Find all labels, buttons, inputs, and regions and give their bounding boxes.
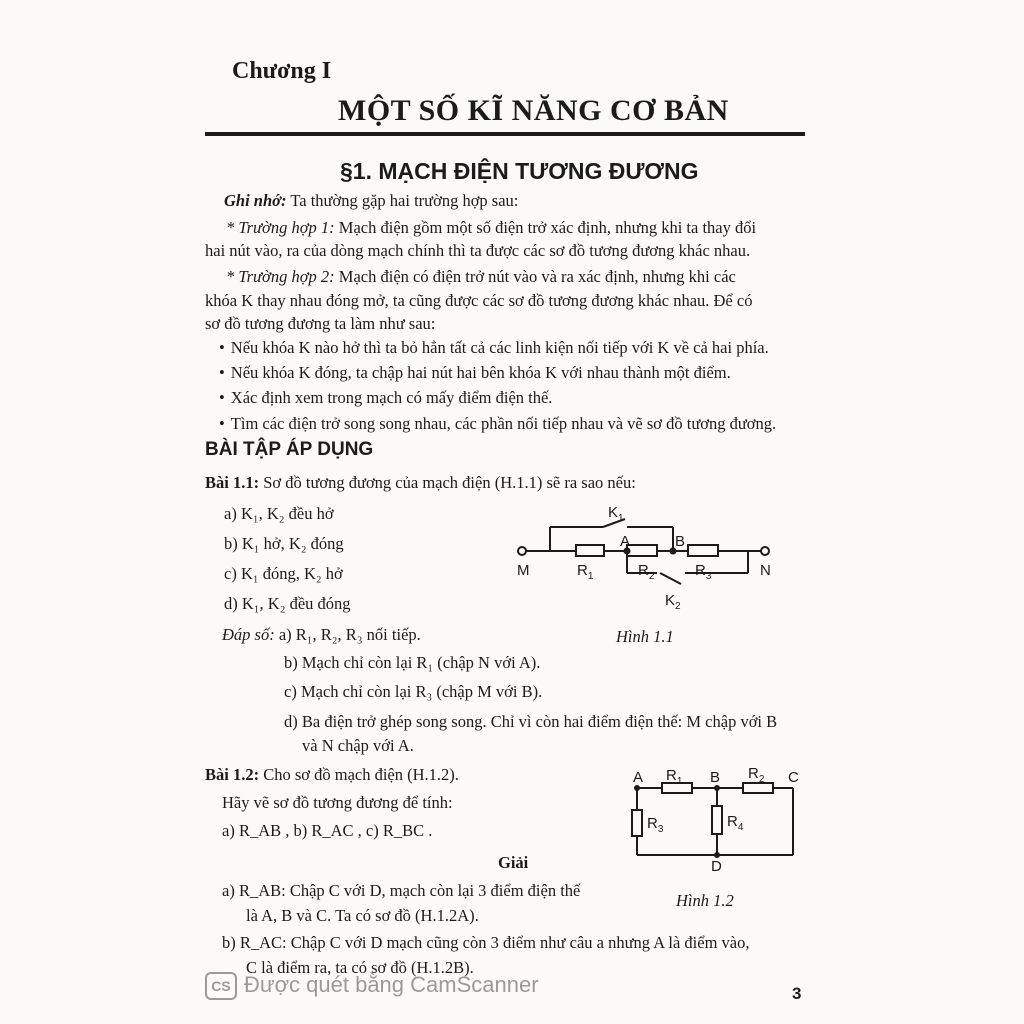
camscanner-logo: CS [205,972,237,1000]
section-title: §1. MẠCH ĐIỆN TƯƠNG ĐƯƠNG [340,158,699,184]
ex2-solution-b-line1: b) R_AC: Chập C với D mạch cũng còn 3 điểm như câu a nhưng A là điểm vào, [222,933,750,952]
camscanner-watermark: Được quét bằng CamScanner [244,972,539,997]
ex1-answer-label: Đáp số: [222,625,275,644]
fig1-label-r1: $R_1$ [577,562,594,582]
chapter-rule [205,132,805,136]
case1-line1 [226,217,756,239]
ex2-solution-a-line2: là A, B và C. Ta có sơ đồ (H.1.2A). [246,906,479,925]
case2-label: * Trường hợp 2: [226,267,335,286]
bullet-2: • Nếu khóa K đóng, ta chập hai nút hai bên khóa K với nhau thành một điểm. [219,362,731,384]
fig1-label-r3: $R_3$ [695,562,712,582]
case2-text: Mạch điện có điện trở nút vào và ra xác định, nhưng khi các [334,267,736,286]
page-number: 3 [792,984,802,1003]
ex2-line2: Hãy vẽ sơ đồ tương đương để tính: [222,793,453,812]
fig1-label-b: B [675,533,686,550]
ex1-prompt: Sơ đồ tương đương của mạch điện (H.1.1) sẽ ra sao nếu: [259,473,636,492]
fig2-label-r4: $R_4$ [727,813,744,833]
ex1-option-b: b) K₁ hở, K₂ đóng [224,534,344,553]
ex1-answer-d-line2: và N chập với A. [302,736,414,755]
ex2-prompt: Cho sơ đồ mạch điện (H.1.2). [259,765,459,784]
fig2-label-r3: $R_3$ [647,815,664,835]
case2-line2: khóa K thay nhau đóng mở, ta cũng được các sơ đồ tương đương khác nhau. Để có [205,291,753,310]
ex2-tasks: a) R_AB , b) R_AC , c) R_BC . [222,821,433,840]
exercises-heading: BÀI TẬP ÁP DỤNG [205,439,374,460]
fig2-label-r1: $R_1$ [666,767,683,787]
figure-1-1-caption: Hình 1.1 [616,627,674,646]
figure-1-1-circuit [505,500,785,615]
ex1-option-d: d) K₁, K₂ đều đóng [224,594,351,613]
ex2-prompt-line [205,764,459,786]
bullet-1: • Nếu khóa K nào hở thì ta bỏ hẳn tất cả các linh kiện nối tiếp với K về cả hai phía. [219,337,769,359]
note-label: Ghi nhớ: [224,191,287,210]
ex1-answer-a-line [222,624,421,646]
ex1-prompt-line [205,472,636,494]
fig2-label-r2: $R_2$ [748,765,765,785]
case2-line1 [226,266,736,288]
fig2-label-a: A [633,769,644,786]
case1-line2: hai nút vào, ra của dòng mạch chính thì ta được các sơ đồ tương đương khác nhau. [205,241,751,260]
note-line [224,190,518,212]
ex2-solution-heading: Giải [498,853,529,872]
bullet-3: • Xác định xem trong mạch có mấy điểm điện thế. [219,387,552,409]
fig2-label-d: D [711,858,722,873]
ex1-answer-a: a) R₁, R₂, R₃ nối tiếp. [274,625,421,644]
chapter-label: Chương I [232,58,332,84]
figure-1-2-caption: Hình 1.2 [676,891,734,910]
fig1-label-k2: $K_2$ [665,592,681,612]
ex2-solution-b-line2: C là điểm ra, ta có sơ đồ (H.1.2B). [246,958,474,977]
fig1-label-a: A [620,533,631,550]
fig2-label-c: C [788,769,799,786]
bullet-4: • Tìm các điện trở song song nhau, các phần nối tiếp nhau và vẽ sơ đồ tương đương. [219,413,776,435]
fig1-label-k1: $K_1$ [608,504,624,524]
fig1-label-n: N [760,562,771,579]
ex1-option-a: a) K₁, K₂ đều hở [224,504,334,523]
ex1-label: Bài 1.1: [205,473,260,492]
note-text: Ta thường gặp hai trường hợp sau: [286,191,519,210]
ex1-answer-b: b) Mạch chỉ còn lại R₁ (chập N với A). [284,653,541,672]
ex2-solution-a-line1: a) R_AB: Chập C với D, mạch còn lại 3 điểm điện thế [222,881,581,900]
case1-label: * Trường hợp 1: [226,218,335,237]
ex1-answer-d-line1: d) Ba điện trở ghép song song. Chỉ vì còn hai điểm điện thế: M chập với B [284,712,778,731]
ex1-answer-c: c) Mạch chỉ còn lại R₃ (chập M với B). [284,682,543,701]
ex2-label: Bài 1.2: [205,765,260,784]
case1-text: Mạch điện gồm một số điện trở xác định, nhưng khi ta thay đổi [334,218,757,237]
chapter-title: MỘT SỐ KĨ NĂNG CƠ BẢN [338,94,729,127]
figure-1-2-circuit [625,758,805,873]
case2-line3: sơ đồ tương đương ta làm như sau: [205,314,436,333]
fig2-label-b: B [710,769,721,786]
fig1-label-m: M [517,562,530,579]
fig1-label-r2: $R_2$ [638,562,655,582]
ex1-option-c: c) K₁ đóng, K₂ hở [224,564,343,583]
